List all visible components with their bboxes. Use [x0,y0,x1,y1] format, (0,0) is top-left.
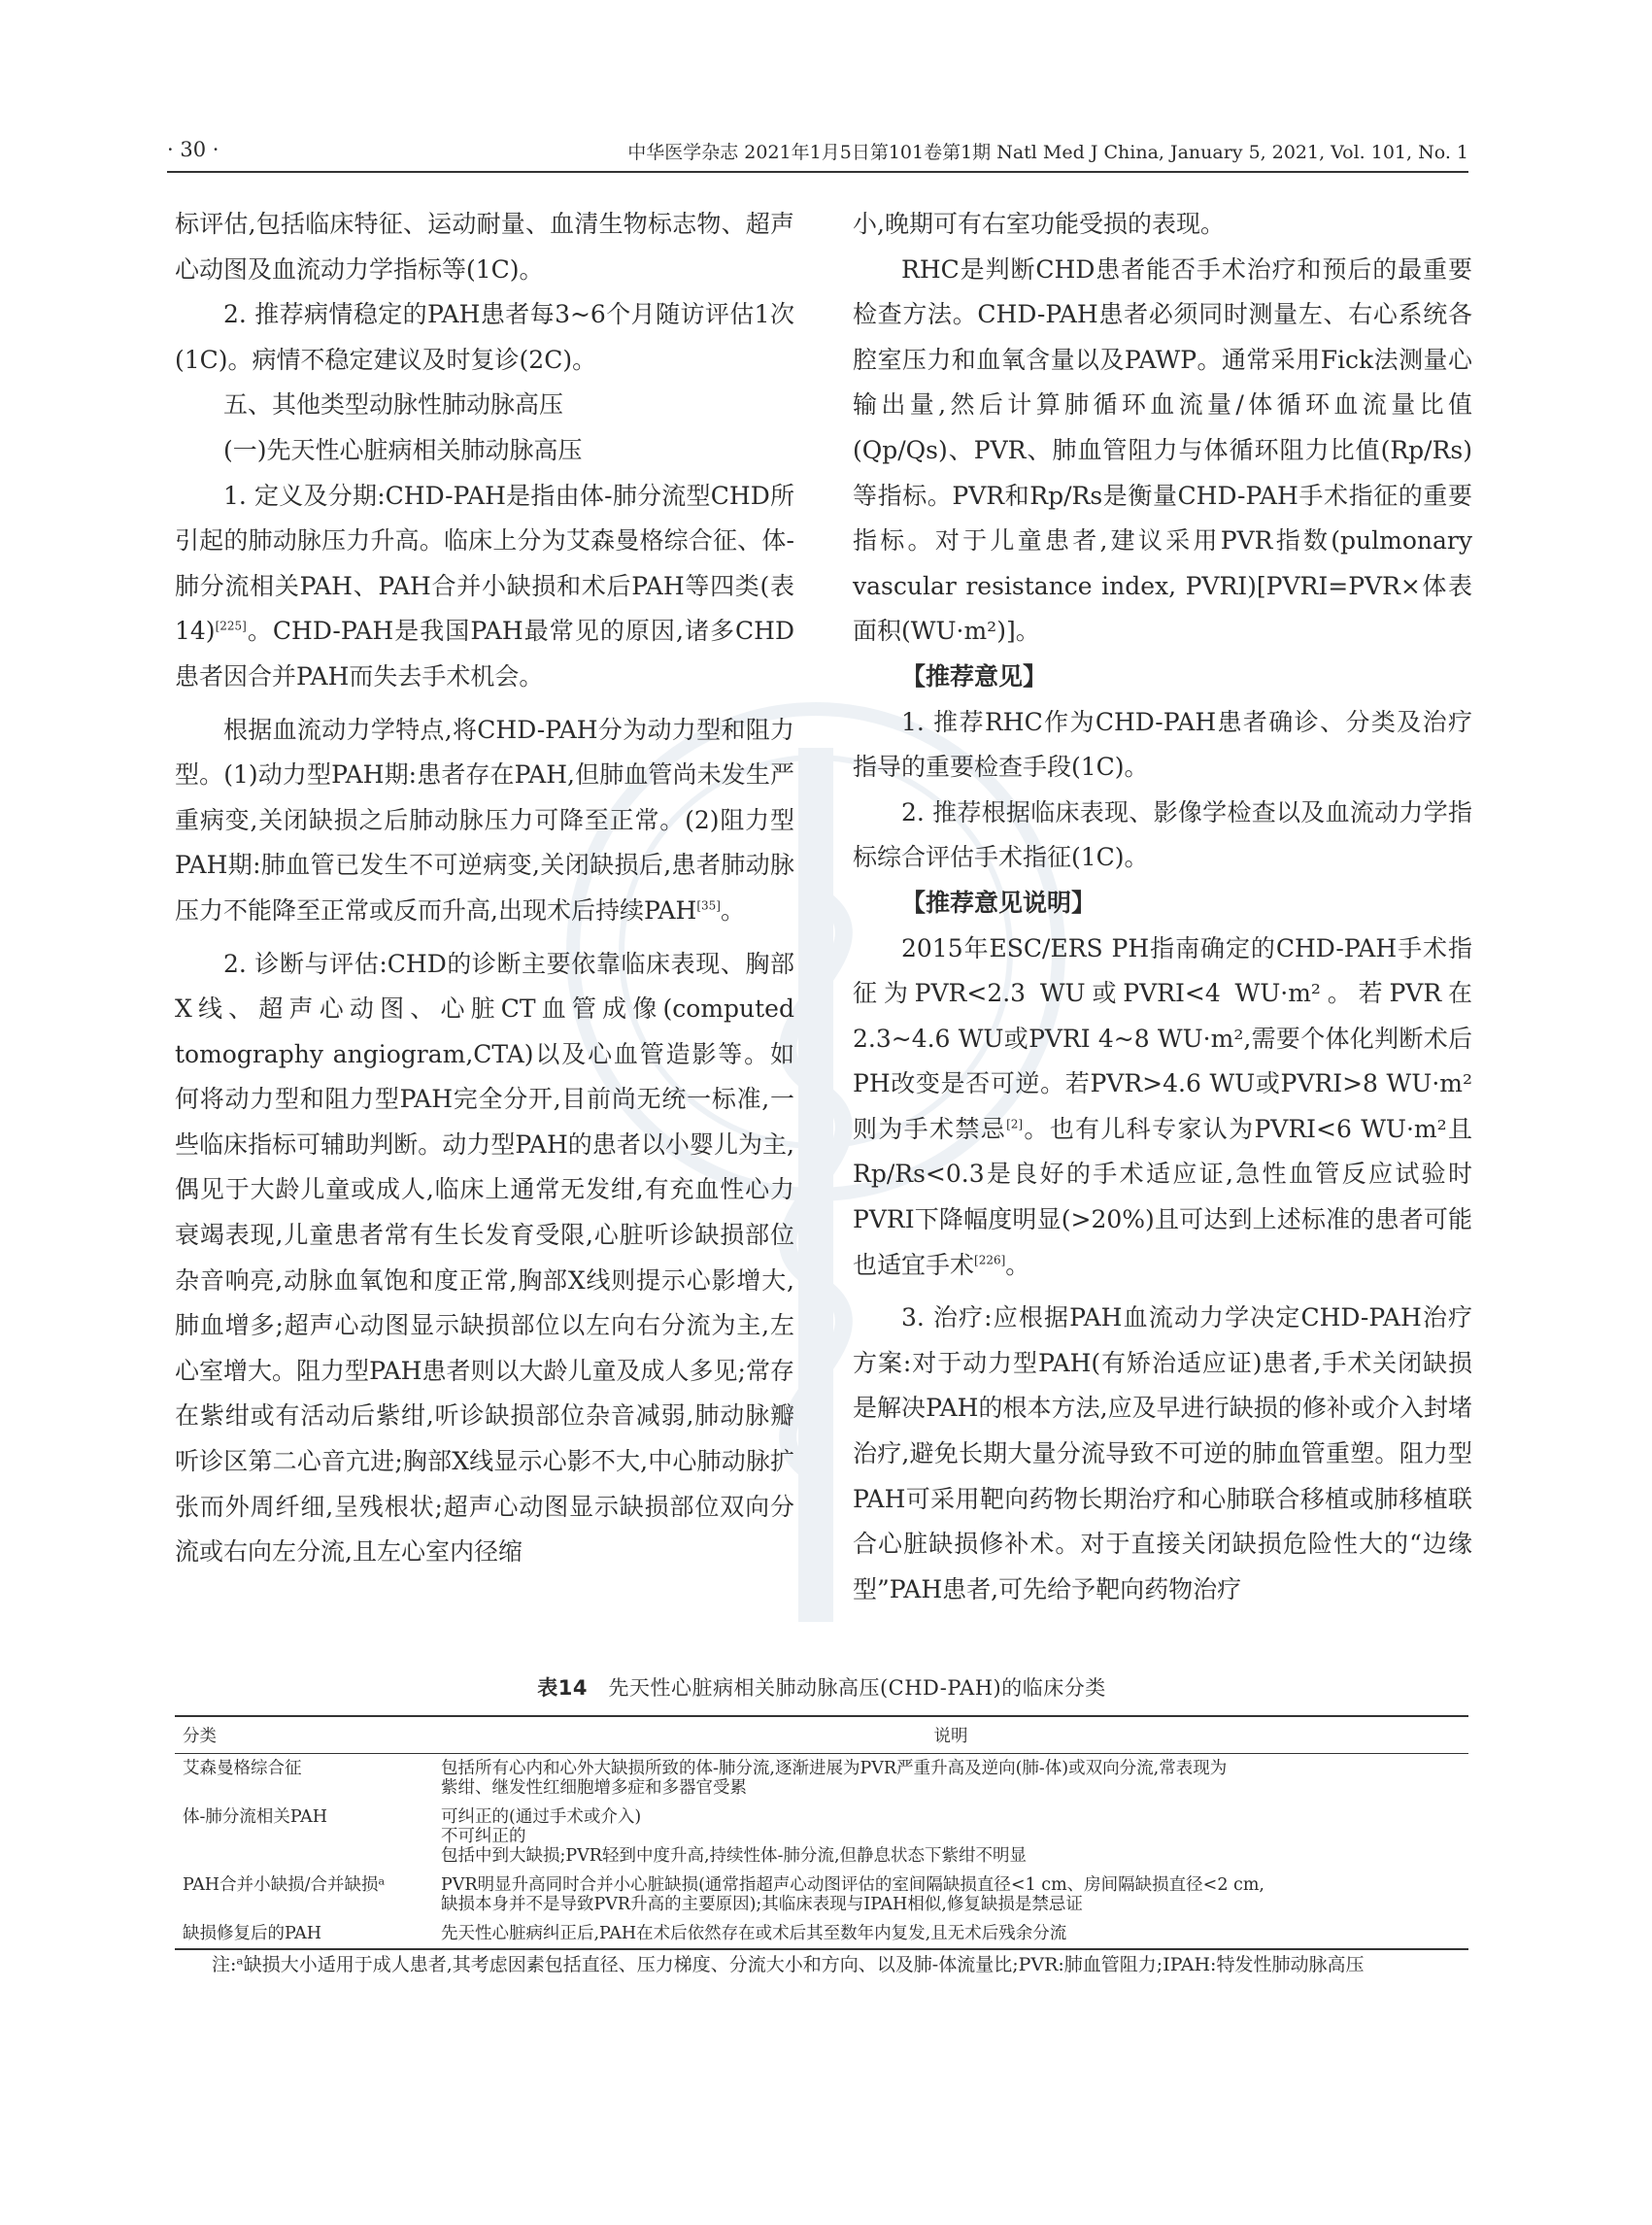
left-column [175,202,794,1575]
description-line: 可纠正的(通过手术或介入) [441,1807,642,1827]
section-heading: 五、其他类型动脉性肺动脉高压 [223,390,564,420]
description-line: 紫绀、继发性红细胞增多症和多器官受累 [441,1778,747,1798]
paragraph-text: 。CHD-PAH是我国PAH最常见的原因,诸多CHD患者因合并PAH而失去手术机会。 [175,617,794,691]
citation: [35] [696,898,721,913]
category-cell: 体-肺分流相关PAH [183,1807,327,1827]
page-number: · 30 · [167,138,219,161]
table-header-row [175,1716,1468,1754]
description-line: 缺损本身并不是导致PVR升高的主要原因);其临床表现与IPAH相似,修复缺损是禁忌证 [441,1895,1083,1914]
table-row [175,1803,1468,1871]
classification-table [175,1672,1468,1950]
description-cell [433,1803,1468,1871]
recommendation-note-heading: 【推荐意见说明】 [901,888,1096,917]
paragraph: 标评估,包括临床特征、运动耐量、血清生物标志物、超声心动图及血流动力学指标等(1C)。 [175,210,794,284]
journal-citation: 中华医学杂志 2021年1月5日第101卷第1期 Natl Med J China, January 5, 2021, Vol. 101, No. 1 [627,142,1468,163]
description-line: 不可纠正的 [441,1827,526,1846]
recommendation-item: 2. 推荐根据临床表现、影像学检查以及血流动力学指标综合评估手术指征(1C)。 [853,797,1472,872]
table [175,1715,1468,1950]
paragraph-text: 1. 定义及分期:CHD-PAH是指由体-肺分流型CHD所引起的肺动脉压力升高。临床上分为艾森曼格综合征、体-肺分流相关PAH、PAH合并小缺损和术后PAH等四类(表14) [175,481,794,646]
table-row [175,1754,1468,1804]
paragraph-text: 根据血流动力学特点,将CHD-PAH分为动力型和阻力型。(1)动力型PAH期:患者存在PAH,但肺血管尚未发生严重病变,关闭缺损之后肺动脉压力可降至正常。(2)阻力型PAH期:肺血管已发生不可逆病变,关闭缺损后,患者肺动脉压力不能降至正常或反而升高,出现术后持续PAH [175,715,794,925]
paragraph [853,927,1472,1289]
column-header-description: 说明 [433,1716,1468,1754]
table-row [175,1871,1468,1919]
paragraph [175,708,794,934]
paragraph: 小,晚期可有右室功能受损的表现。 [853,210,1225,238]
column-header-category: 分类 [175,1716,433,1754]
description-cell [433,1871,1468,1919]
right-column [853,202,1472,1612]
category-cell: 缺损修复后的PAH [175,1919,433,1949]
paragraph-text: 。 [720,895,745,925]
paragraph [175,474,794,700]
subsection-heading: (一)先天性心脏病相关肺动脉高压 [223,435,583,464]
description-line: 包括所有心内和心外大缺损所致的体-肺分流,逐渐进展为PVR严重升高及逆向(肺-体)或双向分流,常表现为 [441,1759,1228,1778]
description-line: 包括中到大缺损;PVR轻到中度升高,持续性体-肺分流,但静息状态下紫绀不明显 [441,1846,1028,1866]
paragraph: 2. 诊断与评估:CHD的诊断主要依靠临床表现、胸部X线、超声心动图、心脏CT血管成像(computed tomography angiogram,CTA)以及心血管造影等。如何将动力型和阻力型PAH完全分开,目前尚无统一标准,一些临床指标可辅助判断。动力型PAH的患者以小婴儿为主,偶见于大龄儿童或成人,临床上通常无发绀,有充血性心力衰竭表现,儿童患者常有生长发育受限,心脏听诊缺损部位杂音响亮,动脉血氧饱和度正常,胸部X线则提示心影增大,肺血增多;超声心动图显示缺损部位以左向右分流为主,左心室增大。阻力型PAH患者则以大龄儿童及成人多见;常存在紫绀或有活动后紫绀,听诊缺损部位杂音减弱,肺动脉瓣听诊区第二心音亢进;胸部X线显示心影不大,中心肺动脉扩张而外周纤细,呈残根状;超声心动图显示缺损部位双向分流或右向左分流,且左心室内径缩 [175,949,794,1567]
citation: [226] [974,1253,1006,1267]
paragraph-text: 。 [1005,1250,1030,1279]
header-divider [167,171,1468,173]
description-cell [433,1754,1468,1804]
paragraph: RHC是判断CHD患者能否手术治疗和预后的最重要检查方法。CHD-PAH患者必须同时测量左、右心系统各腔室压力和血氧含量以及PAWP。通常采用Fick法测量心输出量,然后计算肺循环血流量/体循环血流量比值(Qp/Qs)、PVR、肺血管阻力与体循环阻力比值(Rp/Rs)等指标。PVR和Rp/Rs是衡量CHD-PAH手术指征的重要指标。对于儿童患者,建议采用PVR指数(pulmonary vascular resistance index, PVRI)[PVRI=PVR×体表面积(WU·m²)]。 [853,254,1472,646]
recommendation-heading: 【推荐意见】 [901,661,1048,691]
table-footnote: 注:ᵃ缺损大小适用于成人患者,其考虑因素包括直径、压力梯度、分流大小和方向、以及肺-体流量比;PVR:肺血管阻力;IPAH:特发性肺动脉高压 [212,1954,1365,1975]
running-header [167,134,1468,173]
category-cell: PAH合并小缺损/合并缺损ᵃ [183,1875,386,1895]
citation: [2] [1006,1117,1024,1131]
description-line: 先天性心脏病纠正后,PAH在术后依然存在或术后其至数年内复发,且无术后残余分流 [441,1924,1067,1943]
paragraph: 2. 推荐病情稳定的PAH患者每3~6个月随访评估1次(1C)。病情不稳定建议及时复诊(2C)。 [175,300,794,374]
citation: [225] [215,620,247,634]
paragraph-text: 。也有儿科专家认为PVRI<6 WU·m²且Rp/Rs<0.3是良好的手术适应证,急性血管反应试验时PVRI下降幅度明显(>20%)且可达到上述标准的患者可能也适宜手术 [853,1114,1472,1279]
table-title: 先天性心脏病相关肺动脉高压(CHD-PAH)的临床分类 [608,1676,1106,1700]
category-cell: 艾森曼格综合征 [183,1759,302,1778]
paragraph-text: 2015年ESC/ERS PH指南确定的CHD-PAH手术指征为PVR<2.3 WU或PVRI<4 WU·m²。若PVR在2.3~4.6 WU或PVRI 4~8 WU·m²,需要个体化判断术后PH改变是否可逆。若PVR>4.6 WU或PVRI>8 WU·m²则为手术禁忌 [853,933,1472,1143]
table-label: 表14 [537,1676,588,1700]
table-caption [175,1672,1468,1702]
description-line: PVR明显升高同时合并小心脏缺损(通常指超声心动图评估的室间隔缺损直径<1 cm、房间隔缺损直径<2 cm, [441,1875,1264,1895]
recommendation-item: 1. 推荐RHC作为CHD-PAH患者确诊、分类及治疗指导的重要检查手段(1C)。 [853,707,1472,782]
paragraph: 3. 治疗:应根据PAH血流动力学决定CHD-PAH治疗方案:对于动力型PAH(有矫治适应证)患者,手术关闭缺损是解决PAH的根本方法,应及早进行缺损的修补或介入封堵治疗,避免长期大量分流导致不可逆的肺血管重塑。阻力型PAH可采用靶向药物长期治疗和心肺联合移植或肺移植联合心脏缺损修补术。对于直接关闭缺损危险性大的“边缘型”PAH患者,可先给予靶向药物治疗 [853,1303,1472,1603]
